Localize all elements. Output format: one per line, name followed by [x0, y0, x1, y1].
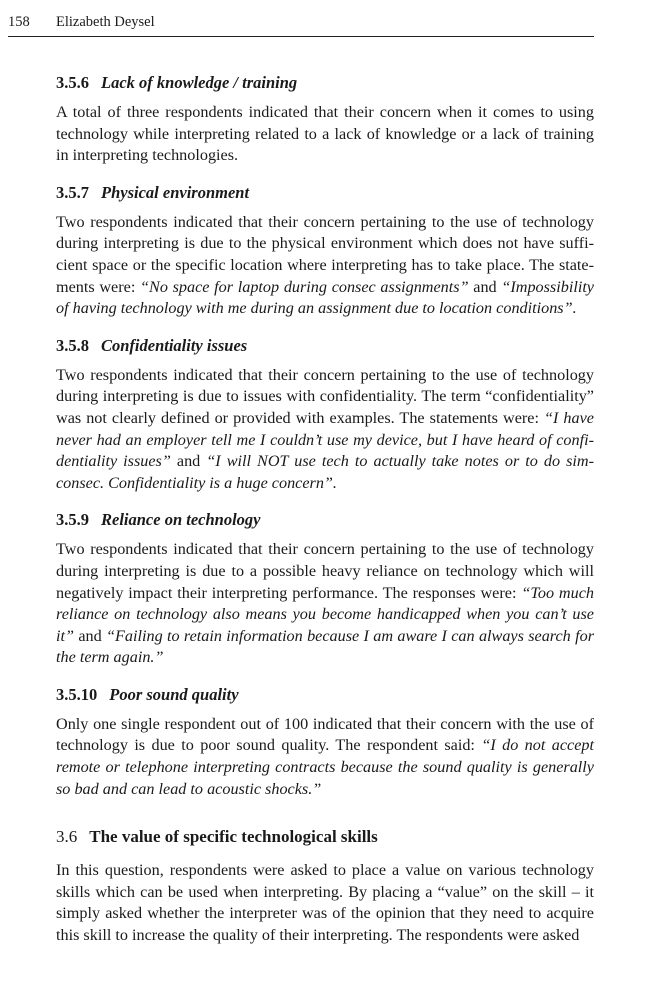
- running-header: [8, 14, 594, 37]
- quoted-statement: “I will NOT use tech to actually take notes or to do sim-consec. Confidentiality is a huge concern”.: [56, 452, 594, 492]
- section-heading: [56, 826, 594, 848]
- quoted-statement: “I have never had an employer tell me I couldn’t use my device, but I have heard of confidentiality issues”: [56, 408, 594, 471]
- body-text: Two respondents indicated that their concern pertaining to the use of technology during interpreting is due to a possible heavy reliance on technology which will negatively impact their interpreting performance. The responses were:: [56, 540, 594, 602]
- quoted-statement: “I do not accept remote or telephone interpreting contracts because the sound quality is generally so bad and can lead to acoustic shocks.”: [56, 736, 594, 798]
- subsection-paragraph: [56, 714, 594, 800]
- subsection-3-5-9: [56, 509, 594, 669]
- subsection-3-5-8: [56, 335, 594, 495]
- body-text: and: [468, 277, 502, 296]
- subsection-number: 3.5.10: [56, 684, 98, 704]
- body-text: Two respondents indicated that their concern pertaining to the use of technology during interpreting is due to the physical environment which does not have sufficient space or the specific location where interpreting has to take place. The statements were:: [56, 212, 594, 296]
- section-title: The value of specific technological skills: [89, 827, 378, 847]
- body-text: A total of three respondents indicated that their concern when it comes to using technology while interpreting related to a lack of knowledge or a lack of training in interpreting technologies.: [56, 103, 594, 165]
- body-text: and: [170, 452, 207, 471]
- subsection-number: 3.5.6: [56, 73, 89, 92]
- subsection-3-5-6: [56, 72, 594, 167]
- subsection-title: Lack of knowledge / training: [101, 73, 298, 92]
- subsection-number: 3.5.8: [56, 335, 89, 355]
- subsection-heading: [56, 72, 594, 94]
- quoted-statement: “Impossibility of having technology with me during an assignment due to location conditions”.: [56, 277, 594, 318]
- running-head-author: Elizabeth Deysel: [56, 14, 155, 30]
- subsection-title: Confidentiality issues: [101, 335, 248, 355]
- quoted-statement: “Failing to retain information because I am aware I can always search for the term again.”: [56, 626, 594, 667]
- body-text: Only one single respondent out of 100 indicated that their concern with the use of technology is due to poor sound quality. The respondent said:: [56, 714, 594, 755]
- subsection-heading: [56, 182, 594, 204]
- body-text: Two respondents indicated that their concern pertaining to the use of technology during interpreting is due to issues with confidentiality. The term “confidentiality” was not clearly defined or provided with examples. The statements were:: [56, 365, 594, 427]
- subsection-number: 3.5.9: [56, 510, 89, 530]
- subsection-paragraph: [56, 539, 594, 669]
- subsection-title: Physical environment: [101, 182, 250, 202]
- quoted-statement: “Too much reliance on technology also means you become handicapped when you can’t use it”: [56, 583, 594, 645]
- subsections: [56, 72, 594, 800]
- subsection-paragraph: [56, 365, 594, 495]
- subsection-title: Poor sound quality: [109, 684, 239, 704]
- subsection-paragraph: [56, 212, 594, 320]
- page-number: 158: [8, 14, 30, 30]
- quoted-statement: “No space for laptop during consec assignments”: [140, 277, 469, 296]
- subsection-heading: [56, 509, 594, 531]
- subsection-paragraph: [56, 102, 594, 167]
- section-paragraph: In this question, respondents were asked to place a value on various technology skills which can be used when interpreting. By placing a “value” on the skill – it simply asked whether the interpreter was of the opinion that they need to acquire this skill to increase the quality of their interpreting. The respondents were asked: [56, 861, 594, 945]
- section-3-6: [56, 826, 594, 946]
- page-body: [56, 72, 594, 947]
- body-text: and: [74, 626, 107, 645]
- subsection-title: Reliance on technology: [101, 510, 261, 530]
- subsection-number: 3.5.7: [56, 182, 89, 202]
- section-number: 3.6: [56, 827, 78, 847]
- subsection-heading: [56, 684, 594, 706]
- subsection-3-5-10: [56, 684, 594, 800]
- subsection-heading: [56, 335, 594, 357]
- subsection-3-5-7: [56, 182, 594, 320]
